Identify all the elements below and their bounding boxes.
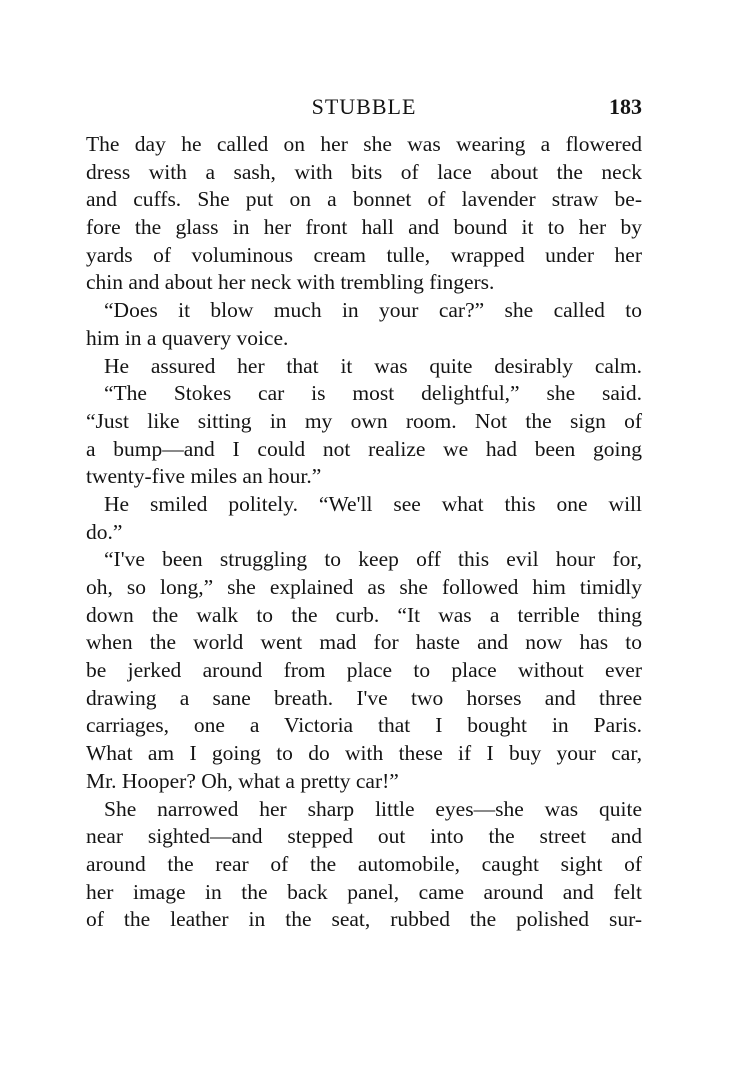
text-line: The day he called on her she was wearing a flowered [86,132,642,156]
text-line: She narrowed her sharp little eyes—she was quite [104,796,642,821]
text-line: What am I going to do with these if I buy your car, [86,741,642,766]
text-line: down the walk to the curb. “It was a terrible thing [86,602,642,627]
text-line: of the leather in the seat, rubbed the polished sur- [86,907,642,932]
text-line: be jerked around from place to place without ever [86,658,642,683]
text-line: when the world went mad for haste and now has to [86,630,642,655]
text-line: and cuffs. She put on a bonnet of lavender straw be- [86,187,642,212]
text-line: drawing a sane breath. I've two horses and three [86,685,642,710]
text-line: him in a quavery voice. [86,325,289,350]
text-line: oh, so long,” she explained as she followed him timidly [86,575,642,599]
page-number: 183 [609,94,642,119]
text-line: “Just like sitting in my own room. Not the sign of [86,408,642,433]
text-line: fore the glass in her front hall and bound it to her by [86,215,642,240]
text-line: He smiled politely. “We'll see what this one will [104,491,642,516]
body-text [86,131,642,934]
text-line: a bump—and I could not realize we had been going [86,436,642,461]
text-line: around the rear of the automobile, caught sight of [86,851,642,876]
text-line: near sighted—and stepped out into the street and [86,824,642,849]
text-line: Mr. Hooper? Oh, what a pretty car!” [86,768,399,793]
text-line: carriages, one a Victoria that I bought in Paris. [86,713,642,738]
text-line: chin and about her neck with trembling fingers. [86,270,495,295]
text-line: “The Stokes car is most delightful,” she said. [104,381,642,406]
text-line: yards of voluminous cream tulle, wrapped under her [86,242,642,267]
text-line: “Does it blow much in your car?” she called to [104,298,642,323]
text-line: He assured her that it was quite desirably calm. [104,353,642,378]
text-line: her image in the back panel, came around and felt [86,879,642,904]
text-line: “I've been struggling to keep off this evil hour for, [104,547,642,572]
running-head [86,92,642,122]
text-line: do.” [86,519,123,544]
text-line: dress with a sash, with bits of lace about the neck [86,159,642,184]
running-title: STUBBLE [311,94,417,119]
text-line: twenty-five miles an hour.” [86,464,322,489]
